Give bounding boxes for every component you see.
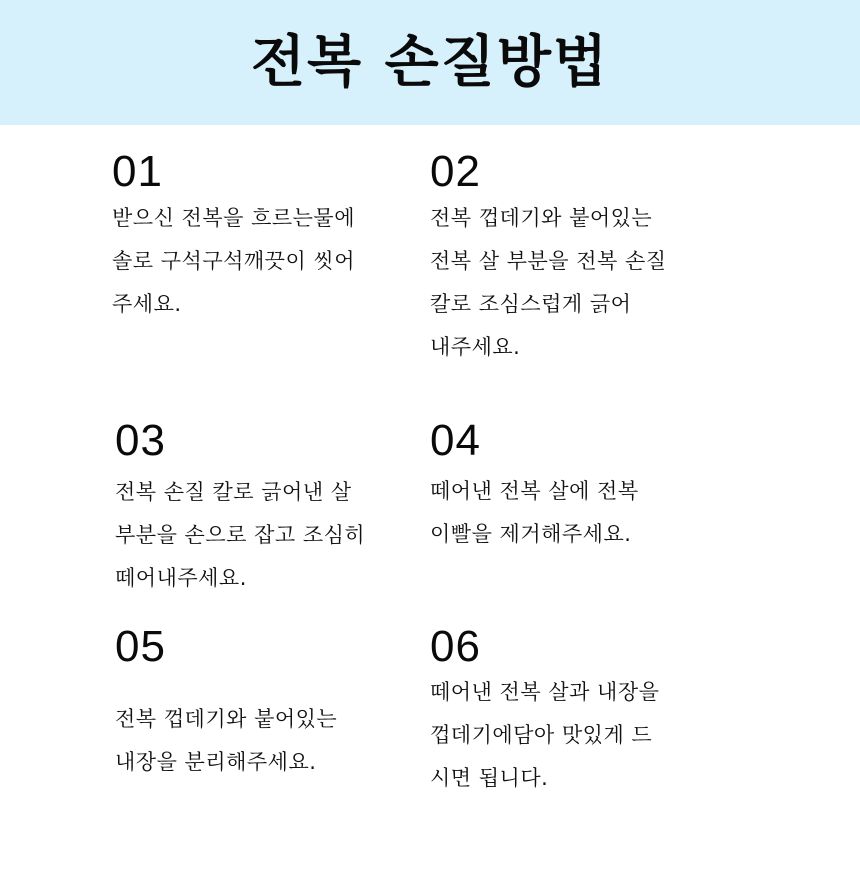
page-title: 전복 손질방법: [250, 30, 610, 95]
step-number: 04: [430, 416, 481, 465]
step-description: 전복 껍데기와 붙어있는 내장을 분리해주세요.: [115, 707, 338, 774]
step-number: 06: [430, 622, 481, 671]
step-06: [430, 623, 750, 800]
step-02: [430, 148, 750, 369]
step-05: [115, 623, 435, 784]
step-description: 떼어낸 전복 살에 전복 이빨을 제거해주세요.: [430, 479, 639, 546]
step-number: 03: [115, 416, 166, 465]
step-description: 전복 손질 칼로 긁어낸 살 부분을 손으로 잡고 조심히 떼어내주세요.: [115, 480, 366, 590]
step-04: [430, 417, 750, 556]
step-description: 전복 껍데기와 붙어있는 전복 살 부분을 전복 손질 칼로 조심스럽게 긁어 내주세요.: [430, 206, 667, 359]
step-03: [115, 417, 435, 600]
step-number: 01: [112, 147, 163, 196]
step-description: 받으신 전복을 흐르는물에 솔로 구석구석깨끗이 씻어 주세요.: [112, 206, 355, 316]
step-01: [112, 148, 432, 326]
step-number: 05: [115, 622, 166, 671]
step-number: 02: [430, 147, 481, 196]
step-description: 떼어낸 전복 살과 내장을 껍데기에담아 맛있게 드 시면 됩니다.: [430, 680, 660, 790]
header-banner: [0, 0, 860, 125]
